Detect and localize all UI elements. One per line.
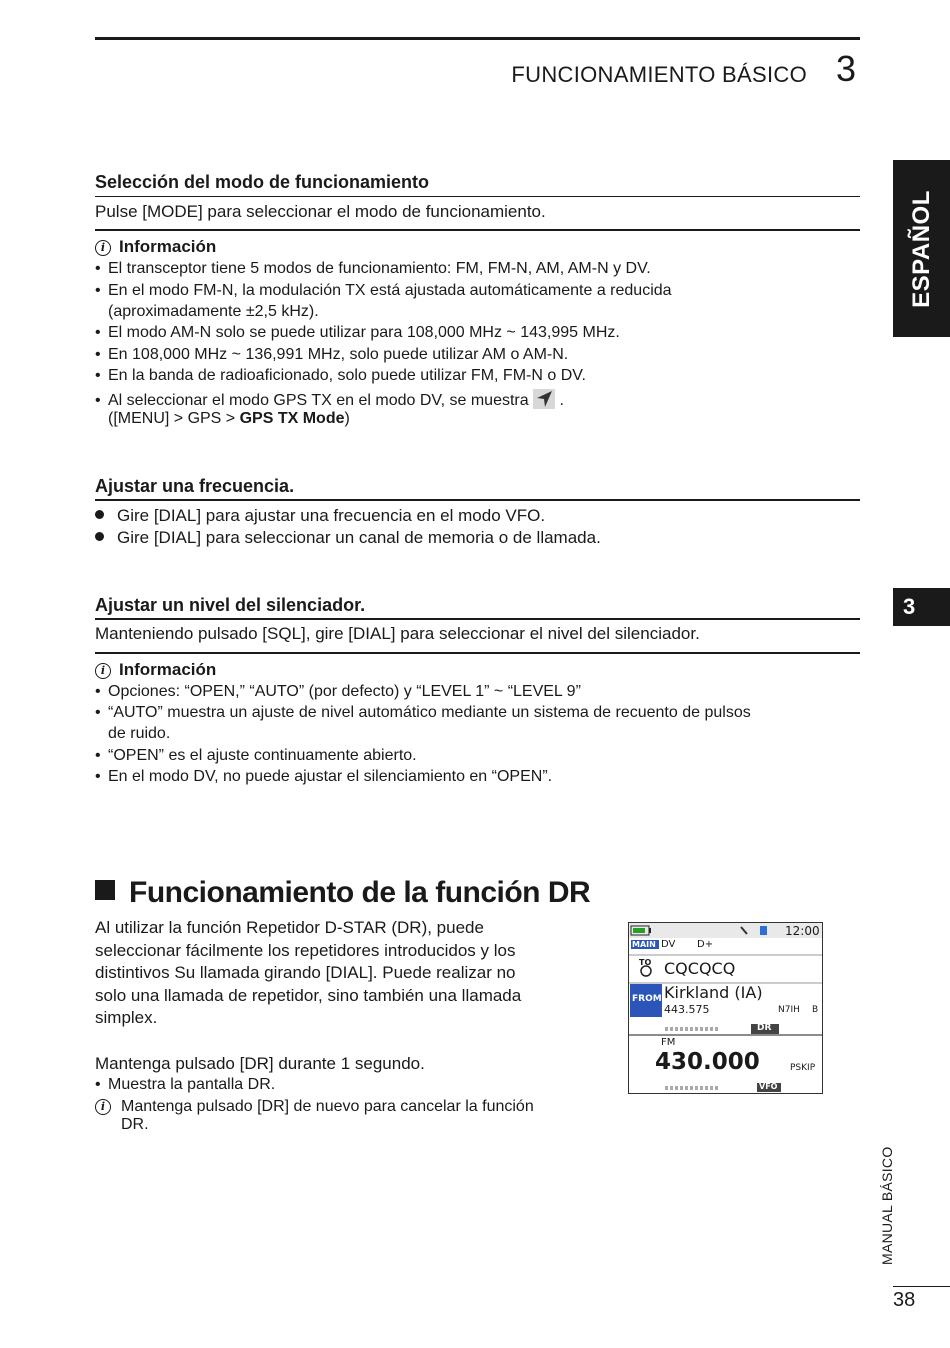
squelch-instruction: Manteniendo pulsado [SQL], gire [DIAL] para seleccionar el nivel del silenciador. [95, 624, 700, 643]
list-item: Gire [DIAL] para ajustar una frecuencia en el modo VFO. [95, 506, 545, 526]
language-tab-label: ESPAÑOL [907, 189, 935, 308]
screen-time: 12:00 [785, 924, 820, 938]
list-item: Gire [DIAL] para seleccionar un canal de memoria o de llamada. [95, 528, 601, 548]
radio-dr-screen [628, 922, 823, 1094]
info-bullet: • En el modo FM-N, la modulación TX está ajustada automáticamente a reducida [95, 282, 672, 299]
bullet-dot-icon [95, 510, 104, 519]
divider [95, 196, 860, 197]
mode-fm: FM [661, 1037, 676, 1048]
chapter-title: FUNCIONAMIENTO BÁSICO [511, 62, 807, 87]
manual-label: MANUAL BÁSICO [879, 1146, 895, 1265]
info-icon: i [95, 1099, 111, 1115]
info-bullet: • “OPEN” es el ajuste continuamente abierto. [95, 747, 417, 764]
info-bullet: • En el modo DV, no puede ajustar el silenciamiento en “OPEN”. [95, 768, 553, 785]
mode-instruction: Pulse [MODE] para seleccionar el modo de funcionamiento. [95, 202, 546, 221]
info-bullet-continuation: ([MENU] > GPS > GPS TX Mode) [108, 410, 350, 427]
dr-badge: DR [757, 1023, 772, 1033]
divider [95, 618, 860, 620]
from-frequency: 443.575 [664, 1003, 710, 1016]
info-icon: i [95, 240, 111, 256]
info-bullet-continuation: (aproximadamente ±2,5 kHz). [108, 303, 319, 320]
chapter-tab-label: 3 [903, 594, 916, 619]
info-heading: i Información [95, 660, 216, 680]
mode-dplus: D+ [697, 939, 714, 950]
dr-hold-instruction: Mantenga pulsado [DR] durante 1 segundo. [95, 1054, 425, 1073]
chapter-number: 3 [836, 48, 857, 89]
header-rule [95, 37, 860, 40]
dr-paragraph: Al utilizar la función Repetidor D-STAR (DR), puede seleccionar fácilmente los repetidores introducidos y los distintivos Su llamada girando [DIAL]. Puede realizar no solo una llamada de repetidor, sino también una llamada simplex. [95, 918, 522, 1028]
info-heading: i Información [95, 237, 216, 257]
from-badge: FROM [632, 994, 662, 1004]
info-bullet: • “AUTO” muestra un ajuste de nivel automático mediante un sistema de recuento de pulsos [95, 704, 751, 721]
vfo-badge: VFO [759, 1082, 778, 1091]
info-bullet-continuation: de ruido. [108, 725, 171, 742]
bullet-dot-icon [95, 532, 104, 541]
pskip-label: PSKIP [790, 1063, 816, 1073]
info-bullet: • El modo AM-N solo se puede utilizar para 108,000 MHz ~ 143,995 MHz. [95, 324, 620, 341]
chapter-tab [893, 588, 950, 626]
to-callsign: CQCQCQ [664, 959, 736, 978]
info-bullet: • El transceptor tiene 5 modos de funcionamiento: FM, FM-N, AM, AM-N y DV. [95, 260, 651, 277]
dr-result-bullet: • Muestra la pantalla DR. [95, 1076, 276, 1093]
divider [95, 499, 860, 501]
divider [95, 652, 860, 654]
from-callsign: N7IH [778, 1005, 800, 1015]
dr-info-note: i Mantenga pulsado [DR] de nuevo para cancelar la función DR. [95, 1098, 605, 1134]
main-frequency: 430.000 [655, 1049, 760, 1075]
language-tab [893, 160, 950, 337]
from-module: B [812, 1005, 819, 1015]
from-repeater: Kirkland (IA) [664, 983, 763, 1002]
section-heading-squelch: Ajustar un nivel del silenciador. [95, 595, 366, 615]
info-bullet: • En 108,000 MHz ~ 136,991 MHz, solo puede utilizar AM o AM-N. [95, 346, 569, 363]
to-label: TO [639, 958, 652, 967]
mode-dv: DV [661, 939, 676, 950]
page-number: 38 [893, 1289, 916, 1311]
heading-square-icon [95, 880, 115, 900]
section-heading-mode: Selección del modo de funcionamiento [95, 172, 430, 192]
section-heading-dr: Funcionamiento de la función DR [95, 876, 590, 910]
info-bullet: • Al seleccionar el modo GPS TX en el modo DV, se muestra . [95, 389, 855, 410]
info-bullet: • Opciones: “OPEN,” “AUTO” (por defecto) y “LEVEL 1” ~ “LEVEL 9” [95, 683, 581, 700]
main-badge: MAIN [632, 940, 656, 949]
section-heading-frequency: Ajustar una frecuencia. [95, 476, 295, 496]
info-bullet: • En la banda de radioaficionado, solo puede utilizar FM, FM-N o DV. [95, 367, 586, 384]
info-icon: i [95, 663, 111, 679]
gps-arrow-icon [533, 389, 555, 409]
footer-rule [893, 1286, 950, 1287]
divider [95, 229, 860, 231]
